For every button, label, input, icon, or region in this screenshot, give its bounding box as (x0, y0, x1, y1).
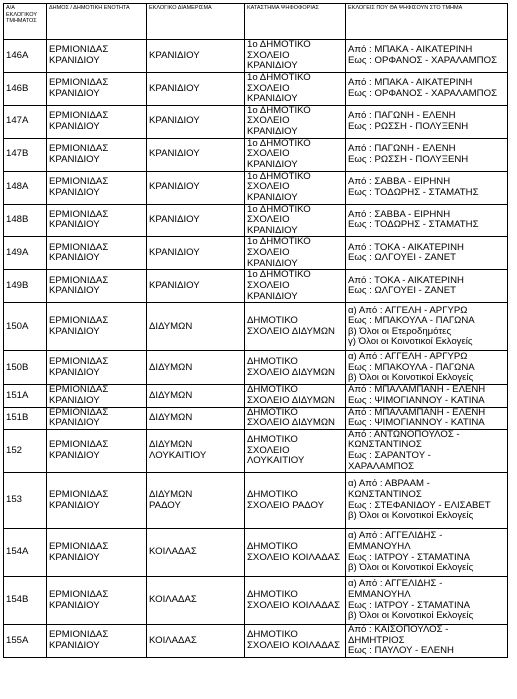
table-row (4, 73, 508, 106)
table-row (4, 105, 508, 138)
cell-polling-station-line: 1ο ΔΗΜΟΤΙΚΟ (247, 236, 311, 248)
cell-voters-line: Εως : ΤΟΔΩΡΗΣ - ΣΤΑΜΑΤΗΣ (348, 186, 479, 198)
cell-voters-line: Εως : ΡΩΣΣΗ - ΠΟΛΥΞΕΝΗ (348, 153, 469, 165)
cell-section-id: 146Β (4, 73, 47, 106)
cell-electoral-district-line: ΚΡΑΝΙΔΙΟΥ (149, 214, 200, 226)
cell-polling-station-line: ΣΧΟΛΕΙΟ (247, 280, 290, 292)
cell-voters-line: Εως : ΩΛΓΟΥΕΙ - ΖΑΝΕΤ (348, 285, 456, 297)
cell-municipality-line: ΕΡΜΙΟΝΙΔΑΣ (49, 439, 109, 451)
cell-voters-line: Από : ΚΑΙΣΟΠΟΥΛΟΣ - (348, 624, 449, 636)
cell-municipality-line: ΚΡΑΝΙΔΙΟΥ (49, 153, 100, 165)
cell-polling-station-line: ΣΧΟΛΕΙΟ (247, 49, 290, 61)
cell-polling-station-line: ΔΗΜΟΤΙΚΟ (247, 407, 298, 418)
cell-polling-station-line: ΔΗΜΟΤΙΚΟ (247, 434, 298, 446)
cell-voters-line: Εως : ΜΠΑΚΟΥΛΑ - ΠΑΓΩΝΑ (348, 361, 475, 373)
cell-municipality-line: ΚΡΑΝΙΔΙΟΥ (49, 449, 100, 461)
cell-voters-line: Εως : ΟΡΦΑΝΟΣ - ΧΑΡΑΛΑΜΠΟΣ (348, 55, 497, 66)
cell-voters-line: α) Από : ΑΓΓΕΛΗ - ΑΡΓΥΡΩ (348, 350, 468, 362)
cell-voters-line: Εως : ΜΠΑΚΟΥΛΑ - ΠΑΓΩΝΑ (348, 315, 475, 327)
cell-section-id: 152 (4, 429, 47, 472)
cell-electoral-district-line: ΛΟΥΚΑΙΤΙΟΥ (149, 449, 207, 461)
cell-municipality-line: ΕΡΜΙΟΝΙΔΑΣ (49, 110, 109, 122)
cell-polling-station-line: ΣΧΟΛΕΙΟ (247, 82, 290, 94)
cell-voters (346, 577, 508, 625)
cell-polling-station-line: ΔΗΜΟΤΙΚΟ (247, 629, 298, 641)
cell-municipality-line: ΚΡΑΝΙΔΙΟΥ (49, 417, 100, 429)
cell-electoral-district (147, 303, 245, 351)
cell-electoral-district (147, 237, 245, 270)
cell-polling-station-line: ΚΡΑΝΙΔΙΟΥ (247, 290, 298, 302)
cell-voters-line: ΚΩΝΣΤΑΝΤΙΝΟΣ (348, 439, 422, 451)
cell-voters-line: Από : ΠΑΓΩΝΗ - ΕΛΕΝΗ (348, 143, 456, 155)
polling-sections-table (3, 3, 508, 658)
cell-municipality (47, 577, 147, 625)
cell-voters (346, 204, 508, 237)
cell-polling-station (245, 407, 346, 429)
cell-section-id: 150Β (4, 351, 47, 385)
cell-voters-line: β) Όλοι οι Κοινοτικοί Εκλογείς (348, 510, 474, 522)
cell-polling-station (245, 351, 346, 385)
cell-municipality-line: ΕΡΜΙΟΝΙΔΑΣ (49, 541, 109, 552)
cell-section-id: 153 (4, 473, 47, 529)
cell-polling-station (245, 303, 346, 351)
cell-electoral-district-line: ΚΡΑΝΙΔΙΟΥ (149, 181, 200, 193)
table-row (4, 429, 508, 472)
cell-municipality-line: ΚΡΑΝΙΔΙΟΥ (49, 366, 100, 378)
header-section-id: Α/Α ΕΚΛΟΓΙΚΟΥ ΤΜΗΜΑΤΟΣ (4, 4, 47, 40)
cell-electoral-district-line: ΔΙΔΥΜΩΝ (149, 411, 193, 423)
cell-electoral-district (147, 577, 245, 625)
table-row (4, 351, 508, 385)
cell-polling-station-line: ΚΡΑΝΙΔΙΟΥ (247, 191, 298, 203)
cell-voters-line: β) Όλοι οι Κοινοτικοί Εκλογείς (348, 610, 474, 622)
cell-electoral-district (147, 429, 245, 472)
cell-polling-station-line: 1ο ΔΗΜΟΤΙΚΟ (247, 105, 311, 116)
cell-voters-line: ΕΜΜΑΝΟΥΗΛ (348, 541, 411, 552)
cell-polling-station-line: ΣΧΟΛΕΙΟ ΚΟΙΛΑΔΑΣ (247, 639, 340, 651)
cell-voters-line: β) Όλοι οι Ετεροδημότες (348, 325, 452, 337)
header-municipality: ΔΗΜΟΣ / ΔΗΜΟΤΙΚΗ ΕΝΟΤΗΤΑ (47, 4, 147, 40)
cell-polling-station-line: ΣΧΟΛΕΙΟ (247, 181, 290, 193)
cell-voters (346, 385, 508, 407)
cell-voters (346, 407, 508, 429)
cell-section-id: 149Β (4, 270, 47, 303)
cell-polling-station-line: ΚΡΑΝΙΔΙΟΥ (247, 60, 298, 72)
cell-voters-line: Από : ΠΑΓΩΝΗ - ΕΛΕΝΗ (348, 110, 456, 122)
cell-polling-station-line: ΔΗΜΟΤΙΚΟ (247, 315, 298, 327)
cell-polling-station (245, 385, 346, 407)
cell-municipality-line: ΚΡΑΝΙΔΙΟΥ (49, 219, 100, 231)
cell-municipality-line: ΕΡΜΙΟΝΙΔΑΣ (49, 315, 109, 327)
cell-polling-station-line: ΚΡΑΝΙΔΙΟΥ (247, 126, 298, 138)
cell-municipality-line: ΕΡΜΙΟΝΙΔΑΣ (49, 143, 109, 155)
cell-polling-station (245, 625, 346, 658)
table-body (4, 40, 508, 658)
cell-voters-line: γ) Όλοι οι Κοινοτικοί Εκλογείς (348, 336, 473, 348)
cell-voters-line: Από : ΤΟΚΑ - ΑΙΚΑΤΕΡΙΝΗ (348, 241, 464, 253)
cell-polling-station (245, 529, 346, 577)
cell-voters-line: Εως : ΙΑΤΡΟΥ - ΣΤΑΜΑΤΙΝΑ (348, 551, 471, 563)
cell-polling-station-line: ΔΗΜΟΤΙΚΟ (247, 489, 298, 500)
cell-voters (346, 473, 508, 529)
cell-polling-station-line: ΣΧΟΛΕΙΟ (247, 115, 290, 127)
cell-voters-line: Εως : ΨΙΜΟΓΙΑΝΝΟΥ - ΚΑΤΙΝΑ (348, 417, 485, 429)
table-row (4, 407, 508, 429)
cell-voters-line: Από : ΑΝΤΩΝΟΠΟΥΛΟΣ - (348, 429, 460, 440)
cell-electoral-district (147, 270, 245, 303)
table-row (4, 473, 508, 529)
cell-polling-station-line: 1ο ΔΗΜΟΤΙΚΟ (247, 138, 311, 149)
cell-municipality-line: ΚΡΑΝΙΔΙΟΥ (49, 599, 100, 611)
cell-electoral-district-line: ΔΙΔΥΜΩΝ (149, 489, 193, 500)
cell-municipality-line: ΚΡΑΝΙΔΙΟΥ (49, 120, 100, 132)
cell-electoral-district (147, 385, 245, 407)
cell-municipality-line: ΕΡΜΙΟΝΙΔΑΣ (49, 589, 109, 600)
cell-municipality-line: ΕΡΜΙΟΝΙΔΑΣ (49, 274, 109, 286)
table-row (4, 237, 508, 270)
cell-voters-line: α) Από : ΑΓΓΕΛΙΔΗΣ - (348, 578, 443, 590)
cell-polling-station (245, 429, 346, 472)
cell-voters-line: Από : ΣΑΒΒΑ - ΕΙΡΗΝΗ (348, 175, 451, 187)
cell-voters-line: Εως : ΠΑΥΛΟΥ - ΕΛΕΝΗ (348, 645, 454, 657)
cell-polling-station-line: ΣΧΟΛΕΙΟ (247, 148, 290, 160)
cell-voters-line: Από : ΣΑΒΒΑ - ΕΙΡΗΝΗ (348, 208, 451, 220)
cell-polling-station (245, 270, 346, 303)
cell-electoral-district-line: ΚΟΙΛΑΔΑΣ (149, 634, 197, 646)
cell-voters-line: Εως : ΣΑΡΑΝΤΟΥ - (348, 449, 431, 461)
cell-polling-station (245, 171, 346, 204)
cell-polling-station (245, 204, 346, 237)
cell-municipality-line: ΚΡΑΝΙΔΙΟΥ (49, 87, 100, 99)
table-row (4, 577, 508, 625)
cell-voters (346, 73, 508, 106)
cell-polling-station-line: ΣΧΟΛΕΙΟ ΚΟΙΛΑΔΑΣ (247, 551, 340, 563)
cell-municipality-line: ΕΡΜΙΟΝΙΔΑΣ (49, 407, 109, 418)
cell-voters-line: Από : ΜΠΑΛΑΜΠΑΝΗ - ΕΛΕΝΗ (348, 407, 486, 418)
table-header-row (4, 4, 508, 40)
cell-voters-line: β) Όλοι οι Κοινοτικοί Εκλογείς (348, 372, 474, 384)
cell-electoral-district-line: ΚΡΑΝΙΔΙΟΥ (149, 49, 200, 61)
cell-municipality (47, 473, 147, 529)
cell-voters-line: Εως : ΩΛΓΟΥΕΙ - ΖΑΝΕΤ (348, 252, 456, 264)
cell-municipality-line: ΕΡΜΙΟΝΙΔΑΣ (49, 384, 109, 396)
cell-electoral-district-line: ΚΟΙΛΑΔΑΣ (149, 546, 197, 558)
cell-voters (346, 429, 508, 472)
table-row (4, 204, 508, 237)
cell-electoral-district-line: ΔΙΔΥΜΩΝ (149, 389, 193, 401)
cell-municipality (47, 407, 147, 429)
cell-voters-line: Εως : ΤΟΔΩΡΗΣ - ΣΤΑΜΑΤΗΣ (348, 219, 479, 231)
cell-electoral-district-line: ΚΡΑΝΙΔΙΟΥ (149, 247, 200, 259)
cell-electoral-district-line: ΚΡΑΝΙΔΙΟΥ (149, 280, 200, 292)
cell-municipality (47, 429, 147, 472)
cell-polling-station-line: ΔΗΜΟΤΙΚΟ (247, 356, 298, 368)
cell-voters (346, 171, 508, 204)
cell-polling-station-line: 1ο ΔΗΜΟΤΙΚΟ (247, 269, 311, 281)
cell-voters-line: Από : ΜΠΑΛΑΜΠΑΝΗ - ΕΛΕΝΗ (348, 384, 486, 396)
header-polling-station: ΚΑΤΑΣΤΗΜΑ ΨΗΦΟΦΟΡΙΑΣ (245, 4, 346, 40)
cell-municipality (47, 351, 147, 385)
table-row (4, 385, 508, 407)
cell-voters-line: Εως : ΨΙΜΟΓΙΑΝΝΟΥ - ΚΑΤΙΝΑ (348, 394, 485, 406)
cell-municipality-line: ΕΡΜΙΟΝΙΔΑΣ (49, 44, 109, 56)
cell-electoral-district (147, 40, 245, 73)
cell-electoral-district-line: ΔΙΔΥΜΩΝ (149, 361, 193, 373)
cell-voters-line: Από : ΜΠΑΚΑ - ΑΙΚΑΤΕΡΙΝΗ (348, 44, 473, 56)
cell-polling-station-line: ΛΟΥΚΑΙΤΙΟΥ (247, 455, 305, 467)
table-row (4, 625, 508, 658)
cell-polling-station-line: ΚΡΑΝΙΔΙΟΥ (247, 224, 298, 236)
header-electoral-district: ΕΚΛΟΓΙΚΟ ΔΙΑΜΕΡΙΣΜΑ (147, 4, 245, 40)
cell-voters-line: Από : ΤΟΚΑ - ΑΙΚΑΤΕΡΙΝΗ (348, 274, 464, 286)
cell-section-id: 147Α (4, 105, 47, 138)
cell-voters (346, 105, 508, 138)
cell-municipality-line: ΚΡΑΝΙΔΙΟΥ (49, 186, 100, 198)
cell-polling-station-line: ΔΗΜΟΤΙΚΟ (247, 541, 298, 552)
cell-polling-station-line: 1ο ΔΗΜΟΤΙΚΟ (247, 72, 311, 83)
cell-municipality-line: ΕΡΜΙΟΝΙΔΑΣ (49, 175, 109, 187)
cell-voters-line: α) Από : ΑΓΓΕΛΙΔΗΣ - (348, 530, 443, 542)
cell-voters (346, 529, 508, 577)
cell-electoral-district-line: ΔΙΔΥΜΩΝ (149, 439, 193, 451)
cell-municipality (47, 40, 147, 73)
cell-electoral-district (147, 529, 245, 577)
cell-voters (346, 138, 508, 171)
cell-polling-station-line: ΔΗΜΟΤΙΚΟ (247, 384, 298, 396)
table-row (4, 529, 508, 577)
cell-municipality (47, 204, 147, 237)
cell-voters-line: β) Όλοι οι Κοινοτικοί Εκλογείς (348, 562, 474, 574)
cell-electoral-district (147, 407, 245, 429)
cell-municipality-line: ΕΡΜΙΟΝΙΔΑΣ (49, 489, 109, 500)
cell-municipality (47, 73, 147, 106)
cell-municipality-line: ΚΡΑΝΙΔΙΟΥ (49, 394, 100, 406)
cell-polling-station-line: ΣΧΟΛΕΙΟ ΔΙΔΥΜΩΝ (247, 417, 335, 429)
cell-municipality (47, 270, 147, 303)
table-row (4, 171, 508, 204)
cell-electoral-district (147, 351, 245, 385)
cell-polling-station-line: ΚΡΑΝΙΔΙΟΥ (247, 93, 298, 105)
cell-section-id: 151Β (4, 407, 47, 429)
cell-voters-line: ΔΗΜΗΤΡΙΟΣ (348, 634, 405, 646)
cell-electoral-district-line: ΡΑΔΟΥ (149, 499, 181, 511)
cell-municipality-line: ΕΡΜΙΟΝΙΔΑΣ (49, 241, 109, 253)
cell-municipality-line: ΚΡΑΝΙΔΙΟΥ (49, 325, 100, 337)
cell-electoral-district-line: ΔΙΔΥΜΩΝ (149, 320, 193, 332)
cell-voters-line: ΚΩΝΣΤΑΝΤΙΝΟΣ (348, 489, 422, 500)
cell-municipality (47, 105, 147, 138)
cell-section-id: 155Α (4, 625, 47, 658)
cell-voters-line: Εως : ΡΩΣΣΗ - ΠΟΛΥΞΕΝΗ (348, 120, 469, 132)
cell-electoral-district (147, 204, 245, 237)
cell-voters (346, 351, 508, 385)
cell-polling-station-line: ΣΧΟΛΕΙΟ (247, 247, 290, 259)
cell-polling-station-line: 1ο ΔΗΜΟΤΙΚΟ (247, 204, 311, 215)
cell-polling-station-line: ΔΗΜΟΤΙΚΟ (247, 589, 298, 600)
cell-voters-line: Εως : ΟΡΦΑΝΟΣ - ΧΑΡΑΛΑΜΠΟΣ (348, 87, 497, 99)
cell-electoral-district (147, 473, 245, 529)
cell-municipality (47, 385, 147, 407)
cell-voters (346, 270, 508, 303)
cell-municipality (47, 529, 147, 577)
cell-section-id: 149Α (4, 237, 47, 270)
cell-polling-station-line: ΣΧΟΛΕΙΟ (247, 214, 290, 226)
table-row (4, 40, 508, 73)
cell-electoral-district (147, 73, 245, 106)
cell-polling-station (245, 73, 346, 106)
cell-voters (346, 625, 508, 658)
cell-electoral-district-line: ΚΟΙΛΑΔΑΣ (149, 594, 197, 606)
cell-polling-station-line: ΚΡΑΝΙΔΙΟΥ (247, 257, 298, 269)
cell-polling-station (245, 577, 346, 625)
cell-electoral-district-line: ΚΡΑΝΙΔΙΟΥ (149, 82, 200, 94)
cell-municipality (47, 625, 147, 658)
cell-polling-station (245, 473, 346, 529)
cell-section-id: 148Α (4, 171, 47, 204)
cell-section-id: 150Α (4, 303, 47, 351)
cell-electoral-district (147, 105, 245, 138)
cell-municipality-line: ΚΡΑΝΙΔΙΟΥ (49, 55, 100, 66)
cell-polling-station-line: ΣΧΟΛΕΙΟ ΡΑΔΟΥ (247, 499, 325, 511)
cell-voters (346, 40, 508, 73)
cell-municipality (47, 138, 147, 171)
cell-electoral-district (147, 625, 245, 658)
cell-voters-line: α) Από : ΑΒΡΑΑΜ - (348, 478, 430, 490)
cell-municipality (47, 237, 147, 270)
cell-polling-station-line: 1ο ΔΗΜΟΤΙΚΟ (247, 39, 311, 51)
cell-polling-station-line: ΣΧΟΛΕΙΟ ΔΙΔΥΜΩΝ (247, 325, 335, 337)
cell-voters-line: Εως : ΣΤΕΦΑΝΙΔΟΥ - ΕΛΙΣΑΒΕΤ (348, 499, 491, 511)
cell-polling-station-line: ΣΧΟΛΕΙΟ ΔΙΔΥΜΩΝ (247, 394, 335, 406)
cell-voters-line: Εως : ΙΑΤΡΟΥ - ΣΤΑΜΑΤΙΝΑ (348, 599, 471, 611)
cell-municipality-line: ΕΡΜΙΟΝΙΔΑΣ (49, 77, 109, 89)
cell-municipality-line: ΕΡΜΙΟΝΙΔΑΣ (49, 208, 109, 220)
cell-polling-station (245, 40, 346, 73)
cell-electoral-district-line: ΚΡΑΝΙΔΙΟΥ (149, 115, 200, 127)
cell-municipality-line: ΕΡΜΙΟΝΙΔΑΣ (49, 629, 109, 641)
cell-municipality-line: ΚΡΑΝΙΔΙΟΥ (49, 499, 100, 511)
cell-polling-station (245, 138, 346, 171)
header-voters: ΕΚΛΟΓΕΙΣ ΠΟΥ ΘΑ ΨΗΦΙΣΟΥΝ ΣΤΟ ΤΜΗΜΑ (346, 4, 508, 40)
cell-polling-station-line: ΚΡΑΝΙΔΙΟΥ (247, 158, 298, 170)
cell-voters-line: ΧΑΡΑΛΑΜΠΟΣ (348, 460, 415, 472)
cell-polling-station (245, 105, 346, 138)
cell-polling-station-line: 1ο ΔΗΜΟΤΙΚΟ (247, 171, 311, 182)
cell-voters (346, 303, 508, 351)
table-row (4, 303, 508, 351)
cell-section-id: 154Α (4, 529, 47, 577)
cell-electoral-district (147, 138, 245, 171)
cell-voters-line: Από : ΜΠΑΚΑ - ΑΙΚΑΤΕΡΙΝΗ (348, 77, 473, 89)
cell-municipality-line: ΕΡΜΙΟΝΙΔΑΣ (49, 356, 109, 368)
cell-electoral-district-line: ΚΡΑΝΙΔΙΟΥ (149, 148, 200, 160)
cell-municipality-line: ΚΡΑΝΙΔΙΟΥ (49, 252, 100, 264)
cell-polling-station-line: ΣΧΟΛΕΙΟ ΔΙΔΥΜΩΝ (247, 366, 335, 378)
cell-voters-line: ΕΜΜΑΝΟΥΗΛ (348, 589, 411, 600)
cell-municipality (47, 303, 147, 351)
cell-municipality-line: ΚΡΑΝΙΔΙΟΥ (49, 285, 100, 297)
cell-section-id: 154Β (4, 577, 47, 625)
cell-section-id: 146Α (4, 40, 47, 73)
table-row (4, 138, 508, 171)
cell-polling-station (245, 237, 346, 270)
table-row (4, 270, 508, 303)
cell-municipality (47, 171, 147, 204)
cell-section-id: 151Α (4, 385, 47, 407)
cell-section-id: 148Β (4, 204, 47, 237)
cell-municipality-line: ΚΡΑΝΙΔΙΟΥ (49, 551, 100, 563)
cell-voters (346, 237, 508, 270)
cell-municipality-line: ΚΡΑΝΙΔΙΟΥ (49, 639, 100, 651)
cell-voters-line: α) Από : ΑΓΓΕΛΗ - ΑΡΓΥΡΩ (348, 304, 468, 316)
cell-electoral-district (147, 171, 245, 204)
cell-section-id: 147Β (4, 138, 47, 171)
cell-polling-station-line: ΣΧΟΛΕΙΟ ΚΟΙΛΑΔΑΣ (247, 599, 340, 611)
cell-polling-station-line: ΣΧΟΛΕΙΟ (247, 444, 290, 456)
